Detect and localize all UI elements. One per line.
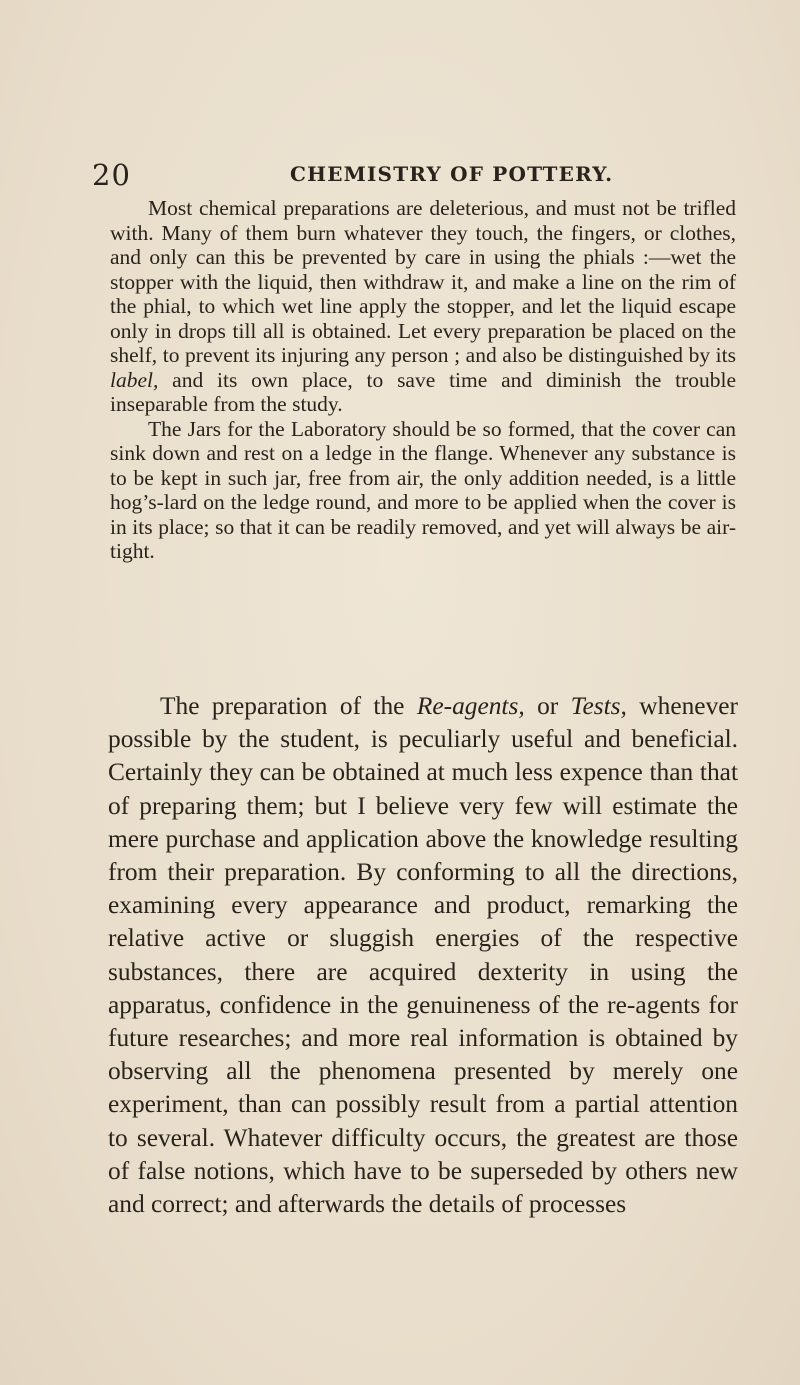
paragraph-chemical-preparations <box>110 196 736 417</box>
italic-span: Tests, <box>570 692 627 720</box>
page-number: 20 <box>92 158 131 192</box>
italic-span: label, <box>110 367 159 392</box>
small-print-section <box>110 196 736 564</box>
text-span: and its own place, to save time and diminish the trouble inseparable from the study. <box>110 367 736 416</box>
running-title: CHEMISTRY OF POTTERY. <box>290 162 614 186</box>
text-span: The Jars for the Laboratory should be so formed, that the cover can sink down and rest on a ledge in the flange. Whenever any substance is to be kept in such jar, free from air, the only addition needed, is a little hog’s-lard on the ledge round, and more to be applied when the cover is in its place; so that it can be readily removed, and yet will always be air-tight. <box>110 416 736 563</box>
text-span: or <box>524 692 571 720</box>
paragraph-re-agents <box>108 690 738 1221</box>
main-text-section <box>108 690 738 1221</box>
text-span: Most chemical preparations are deleterious, and must not be trifled with. Many of them burn whatever they touch, the fingers, or clothes, and only can this be prevented by care in using the phials :—wet the stopper with the liquid, then withdraw it, and make a line on the rim of the phial, to which wet line apply the stopper, and let the liquid escape only in drops till all is obtained. Let every preparation be placed on the shelf, to prevent its injuring any person ; and also be distinguished by its <box>110 196 736 367</box>
text-span: whenever possible by the student, is peculiarly useful and beneficial. Certainly they can be obtained at much less expence than that of preparing them; but I believe very few will estimate the mere purchase and application above the knowledge resulting from their preparation. By conforming to all the directions, examining every appearance and product, remarking the relative active or sluggish energies of the respective substances, there are acquired dexterity in using the apparatus, confidence in the genuineness of the re-agents for future researches; and more real information is obtained by observing all the phenomena presented by merely one experiment, than can possibly result from a partial attention to several. Whatever difficulty occurs, the greatest are those of false notions, which have to be superseded by others new and correct; and afterwards the details of processes <box>108 692 738 1219</box>
page-header <box>0 158 800 198</box>
text-span: The preparation of the <box>160 692 417 720</box>
paragraph-laboratory-jars <box>110 417 736 564</box>
italic-span: Re-agents, <box>416 692 525 720</box>
